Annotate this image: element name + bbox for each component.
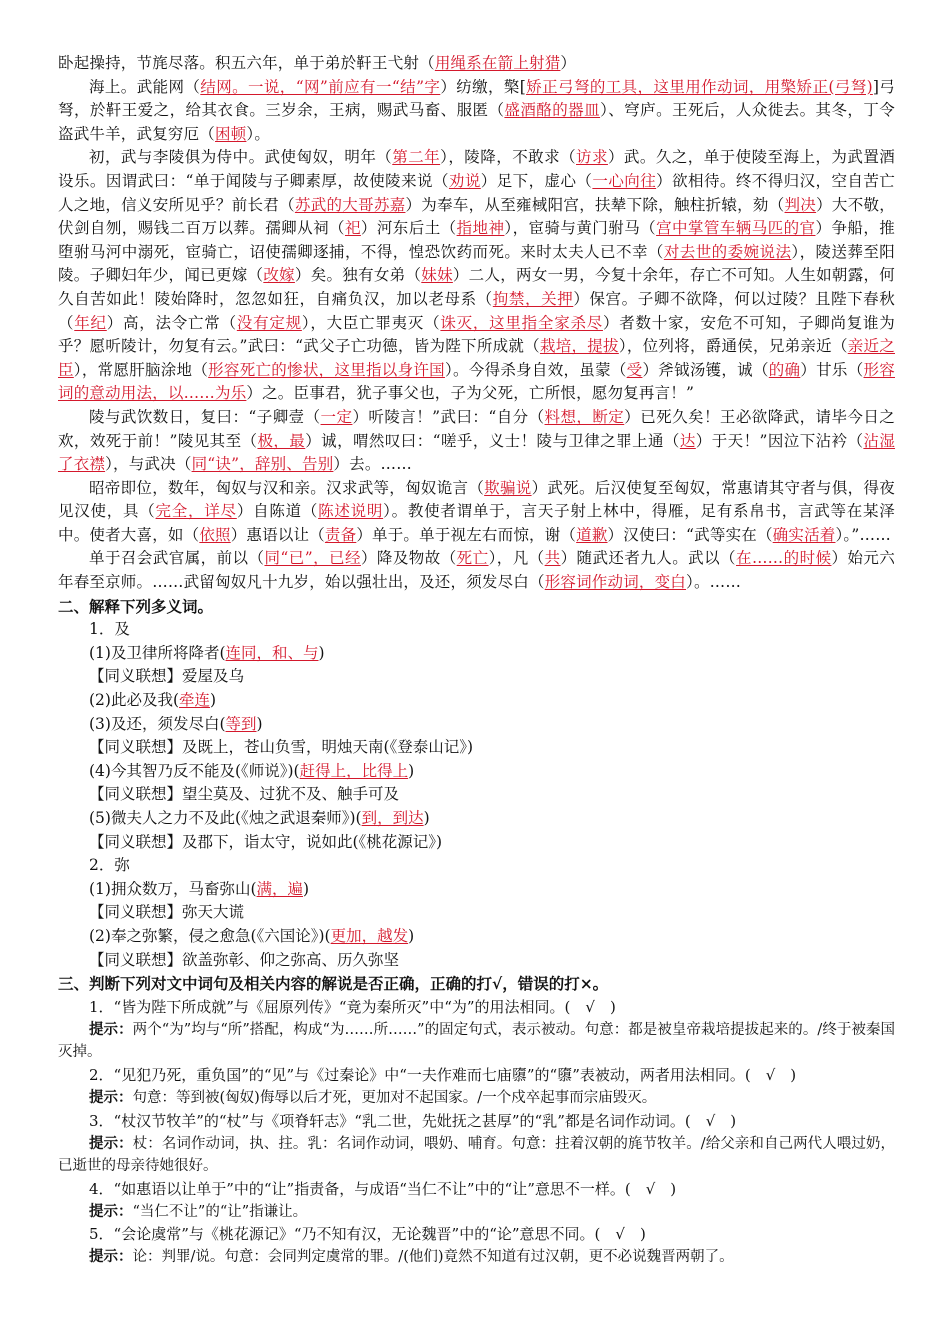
passage-text: ）为奉车，从至雍棫阳宫，扶辇下除，触柱折辕，劾（ (405, 195, 785, 214)
closing-paren: ) (210, 691, 217, 710)
answer: 等到 (225, 714, 257, 733)
polysemy-example (58, 807, 895, 831)
example-sentence: (1)及卫律所将降者( (89, 643, 226, 662)
passage-text: ）斧钺汤镬，诚（ (642, 360, 769, 379)
judgement-hint (58, 1087, 895, 1110)
annotation: 祀 (344, 219, 361, 238)
annotation: 死亡 (456, 549, 489, 568)
passage-text: ）单于。单于视左右而惊，谢（ (356, 525, 577, 544)
synonym-association: 【同义联想】爱屋及乌 (89, 667, 245, 686)
section-polysemy (58, 595, 895, 973)
judgement-question: 5．“会论虞常”与《桃花源记》“乃不知有汉，无论魏晋”中的“论”意思不同。( √ ) (89, 1225, 646, 1244)
classical-text-passage (58, 52, 895, 595)
annotation: 同“已”，已经 (264, 549, 361, 568)
passage-text: ）去。…… (333, 455, 412, 474)
annotation: 判决 (784, 195, 817, 214)
answer: 赶得上，比得上 (299, 761, 409, 780)
annotation: 料想，断定 (544, 407, 625, 426)
passage-paragraph (58, 547, 895, 594)
passage-text: ）足下，虚心（ (480, 171, 593, 190)
answer: 连同，和、与 (225, 643, 319, 662)
passage-paragraph (58, 76, 895, 147)
passage-text: ）、穹庐。王死后，人众徙去。其冬，丁令盗武牛羊，武复穷厄（ (58, 101, 895, 143)
passage-text: ）高，法令亡常（ (106, 313, 237, 332)
passage-text: 卧起操持，节旄尽落。积五六年，单于弟於靬王弋射（ (58, 54, 435, 72)
closing-paren: ) (408, 926, 415, 945)
passage-text: ）之。臣事君，犹子事父也，子为父死，亡所恨，愿勿复再言！” (246, 384, 695, 403)
passage-paragraph (58, 477, 895, 548)
polysemy-example (58, 713, 895, 737)
synonym-association: 【同义联想】及既上，苍山负雪，明烛天南(《登泰山记》) (89, 738, 474, 757)
annotation: 栽培，提拔 (539, 337, 619, 356)
annotation: 指地神 (456, 219, 505, 238)
hint-text: 句意：等到被(匈奴)侮辱以后才死，更加对不起国家。/一个戍卒起事而宗庙毁灭。 (132, 1089, 657, 1106)
passage-paragraph (58, 406, 895, 477)
polysemy-example (58, 760, 895, 784)
passage-text: ）。 (246, 124, 271, 143)
passage-text: ）汉使曰：“武等实在（ (607, 525, 773, 544)
passage-text: ）武死。后汉使复至匈奴，常惠请其守者与俱，得夜见汉使，具（ (58, 478, 895, 521)
judgement-list (58, 996, 895, 1269)
passage-text: ），大臣亡罪夷灭（ (301, 313, 441, 332)
example-sentence: (1)拥众数万，马畜弥山( (89, 879, 257, 898)
closing-paren: ) (423, 809, 430, 827)
hint-label: 提示： (89, 1088, 133, 1106)
polysemy-example (58, 925, 895, 949)
annotation: 欺骗说 (484, 478, 532, 497)
hint-text: 论：判罪/说。句意：会同判定虞常的罪。/(他们)竟然不知道有过汉朝，更不必说魏晋两朝了。 (132, 1249, 734, 1266)
annotation: 年纪 (74, 313, 107, 332)
passage-text: ）纺缴，檠[ (440, 77, 527, 96)
passage-text: ） (560, 54, 577, 72)
example-sentence: (2)奉之弥繁，侵之愈急(《六国论》)( (89, 926, 331, 945)
annotation: 完全，详尽 (155, 502, 237, 521)
annotation: 陈述说明 (318, 502, 384, 521)
passage-text: ）自陈道（ (236, 502, 319, 521)
annotation: 同“诀”，辞别、告别 (191, 455, 334, 474)
synonym-association: 【同义联想】欲盖弥彰、仰之弥高、历久弥坚 (89, 950, 400, 969)
polysemy-example (58, 642, 895, 666)
annotation: 对去世的委婉说法 (663, 242, 792, 261)
passage-text: 单于召会武官属，前以（ (89, 549, 265, 568)
synonym-association: 【同义联想】弥天大谎 (89, 903, 245, 922)
annotation: 共 (544, 549, 561, 568)
annotation: 形容词的意动用法，以……为乐 (58, 360, 895, 403)
closing-paren: ) (256, 714, 263, 733)
closing-paren: ) (303, 879, 310, 898)
judgement-question: 3．“杖汉节牧羊”的“杖”与《项脊轩志》“乳二世，先妣抚之甚厚”的“乳”都是名词作动词。( √ ) (89, 1111, 737, 1130)
judgement-hint (58, 1133, 895, 1178)
polysemy-word-heading: 2．弥 (89, 856, 130, 875)
closing-paren: ) (408, 761, 415, 780)
passage-text: ）保宫。子卿不欲降，何以过陵？且陛下春秋（ (58, 289, 895, 332)
passage-text: ）随武还者九人。武以（ (560, 549, 737, 568)
annotation: 第二年 (392, 148, 441, 167)
hint-label: 提示： (89, 1020, 133, 1038)
annotation: 结网。一说，“网”前应有一“结”字 (200, 77, 441, 96)
passage-text: ）者数十家，安危不可知，子卿尚复谁为乎？愿听陵计，勿复有云。”武曰：“武父子亡功德，皆为陛下所成就（ (58, 313, 895, 356)
annotation: 沾湿了衣襟 (58, 431, 896, 474)
judgement-question: 4．“如惠语以让单于”中的“让”指责备，与成语“当仁不让”中的“让”意思不一样。( √ ) (89, 1179, 677, 1198)
example-sentence: (5)微夫人之力不及此(《烛之武退秦师》)( (89, 809, 362, 827)
section-judgement (58, 972, 895, 1269)
passage-text: ），常愿肝脑涂地（ (73, 360, 209, 379)
annotation: 访求 (576, 148, 608, 167)
judgement-question: 1．“皆为陛下所成就”与《屈原列传》“竟为秦所灭”中“为”的用法相同。( √ ) (89, 997, 616, 1016)
passage-text: ）河东后土（ (360, 219, 457, 238)
annotation: 用绳系在箭上射猎 (434, 54, 561, 72)
passage-text: ）矣。独有女弟（ (294, 266, 422, 285)
annotation: 极，最 (257, 431, 306, 450)
passage-text: ）武。久之，单于使陵至海上，为武置酒设乐。因谓武曰：“单于闻陵与子卿素厚，故使陵来说（ (58, 148, 895, 190)
passage-text: ）已死久矣！王必欲降武，请毕今日之欢，效死于前！”陵见其至（ (58, 407, 896, 450)
passage-paragraph (58, 52, 895, 76)
annotation: 劝说 (448, 171, 481, 190)
passage-text: ）欲相待。终不得归汉，空自苦亡人之地，信义安所见乎？前长君（ (58, 171, 895, 214)
annotation: 困顿 (215, 124, 247, 143)
section-3-title: 三、判断下列对文中词句及相关内容的解说是否正确，正确的打√，错误的打×。 (58, 974, 609, 994)
synonym-association: 【同义联想】望尘莫及、过犹不及、触手可及 (89, 785, 400, 804)
annotation: 依照 (199, 525, 231, 544)
annotation: 宫中掌管车辆马匹的官 (656, 219, 816, 238)
hint-label: 提示： (89, 1248, 133, 1266)
annotation: 拘禁，关押 (492, 289, 574, 308)
annotation: 一定 (320, 407, 353, 426)
annotation: 受 (626, 360, 643, 379)
annotation: 妹妹 (421, 266, 453, 285)
section-2-title: 二、解释下列多义词。 (58, 596, 214, 616)
annotation: 确实活着 (772, 525, 836, 544)
example-sentence: (4)今其智乃反不能及(《师说》)( (89, 761, 300, 780)
passage-text: ）于天！”因泣下沾衿（ (695, 431, 864, 450)
annotation: 达 (679, 431, 696, 450)
passage-text: ]弓弩，於靬王爱之，给其衣食。三岁余，王病，赐武马畜、服匿（ (58, 77, 896, 120)
hint-text: 两个“为”均与“所”搭配，构成“为……所……”的固定句式，表示被动。句意：都是被皇帝栽培提拔起来的。/终于被秦国灭掉。 (58, 1021, 896, 1061)
passage-text: 昭帝即位，数年，匈奴与汉和亲。汉求武等，匈奴诡言（ (89, 478, 485, 497)
passage-text: ）二人，两女一男，今复十余年，存亡不可知。人生如朝露，何久自苦如此！陵始降时，忽忽如狂，自痛负汉，加以老母系（ (58, 266, 896, 308)
hint-label: 提示： (89, 1134, 133, 1152)
annotation: 盛酒酪的器皿 (504, 101, 601, 120)
annotation: 形容词作动词，变白 (544, 573, 687, 592)
judgement-question: 2．“见犯乃死，重负国”的“见”与《过秦论》中“一夫作难而七庙隳”的“隳”表被动，两者用法相同。( √ ) (89, 1065, 797, 1084)
passage-text: ）大不敬，伏剑自刎，赐钱二百万以葬。孺卿从祠（ (58, 195, 895, 238)
annotation: 改嫁 (263, 266, 295, 285)
annotation: 形容死亡的惨状，这里指以身许国 (208, 360, 445, 379)
answer: 满，遍 (256, 879, 304, 898)
passage-text: ），陵送葬至阳陵。子卿妇年少，闻已更嫁（ (58, 242, 895, 285)
passage-text: ）。”…… (835, 525, 891, 544)
polysemy-example (58, 878, 895, 902)
annotation: 苏武的大哥苏嘉 (294, 195, 406, 214)
passage-text: ）。教使者谓单于，言天子射上林中，得雁，足有系帛书，言武等在某泽中。使者大喜，如（ (58, 502, 895, 544)
passage-text: ）争船，推堕驸马河中溺死，宦骑亡，诏使孺卿逐捕，不得，惶恐饮药而死。来时太夫人已不幸（ (58, 219, 895, 261)
passage-text: 海上。武能网（ (89, 77, 201, 96)
passage-text: ），位列将，爵通侯，兄弟亲近（ (618, 337, 848, 356)
annotation: 诛灭，这里指全家杀尽 (440, 313, 603, 332)
passage-text: ），凡（ (488, 549, 545, 568)
polysemy-list (58, 618, 895, 972)
annotation: 一心向往 (592, 171, 657, 190)
passage-text: ）降及物故（ (360, 549, 457, 568)
passage-text: ），陵降，不敢求（ (440, 148, 577, 167)
passage-text: ）始元六年春至京师。……武留匈奴凡十九岁，始以强壮出，及还，须发尽白（ (58, 549, 896, 592)
annotation: 没有定规 (236, 313, 302, 332)
passage-text: ）听陵言！”武曰：“自分（ (352, 407, 545, 426)
example-sentence: (3)及还，须发尽白( (89, 714, 226, 733)
judgement-hint (58, 1019, 895, 1064)
judgement-hint (58, 1246, 895, 1269)
passage-text: ）诚，喟然叹曰：“嗟乎，义士！陵与卫律之罪上通（ (305, 431, 680, 450)
answer: 到，到达 (361, 809, 424, 827)
passage-text: ），宦骑与黄门驸马（ (504, 219, 657, 238)
passage-text: ）。今得杀身自效，虽蒙（ (444, 360, 627, 379)
answer: 更加，越发 (330, 926, 409, 945)
closing-paren: ) (318, 643, 325, 662)
judgement-hint (58, 1201, 895, 1224)
passage-text: 初，武与李陵俱为侍中。武使匈奴，明年（ (89, 148, 393, 167)
annotation: 亲近之臣 (58, 337, 895, 379)
hint-label: 提示： (89, 1202, 133, 1220)
synonym-association: 【同义联想】及郡下，诣太守，说如此(《桃花源记》) (89, 832, 443, 851)
polysemy-word-heading: 1．及 (89, 620, 130, 639)
example-sentence: (2)此必及我( (89, 691, 180, 710)
passage-text: ）。…… (686, 573, 742, 592)
annotation: 在……的时候 (736, 549, 832, 568)
annotation: 矫正弓弩的工具，这里用作动词，用檠矫正(弓弩) (526, 77, 873, 96)
passage-text: ），与武决（ (105, 455, 192, 474)
passage-text: ）惠语以让（ (230, 525, 325, 544)
passage-text: ）甘乐（ (800, 360, 864, 379)
hint-text: 杖：名词作动词，执、拄。乳：名词作动词，喂奶、哺育。句意：拄着汉朝的旄节牧羊。/给父亲和自己两代人喂过奶，已逝世的母亲待她很好。 (58, 1135, 895, 1175)
annotation: 责备 (324, 525, 357, 544)
passage-paragraph (58, 146, 895, 406)
polysemy-example (58, 689, 895, 713)
annotation: 道歉 (576, 525, 608, 544)
passage-text: 陵与武饮数日，复曰：“子卿壹（ (89, 407, 321, 426)
annotation: 的确 (768, 360, 801, 379)
answer: 牵连 (179, 691, 211, 710)
hint-text: “当仁不让”的“让”指谦让。 (132, 1203, 308, 1220)
